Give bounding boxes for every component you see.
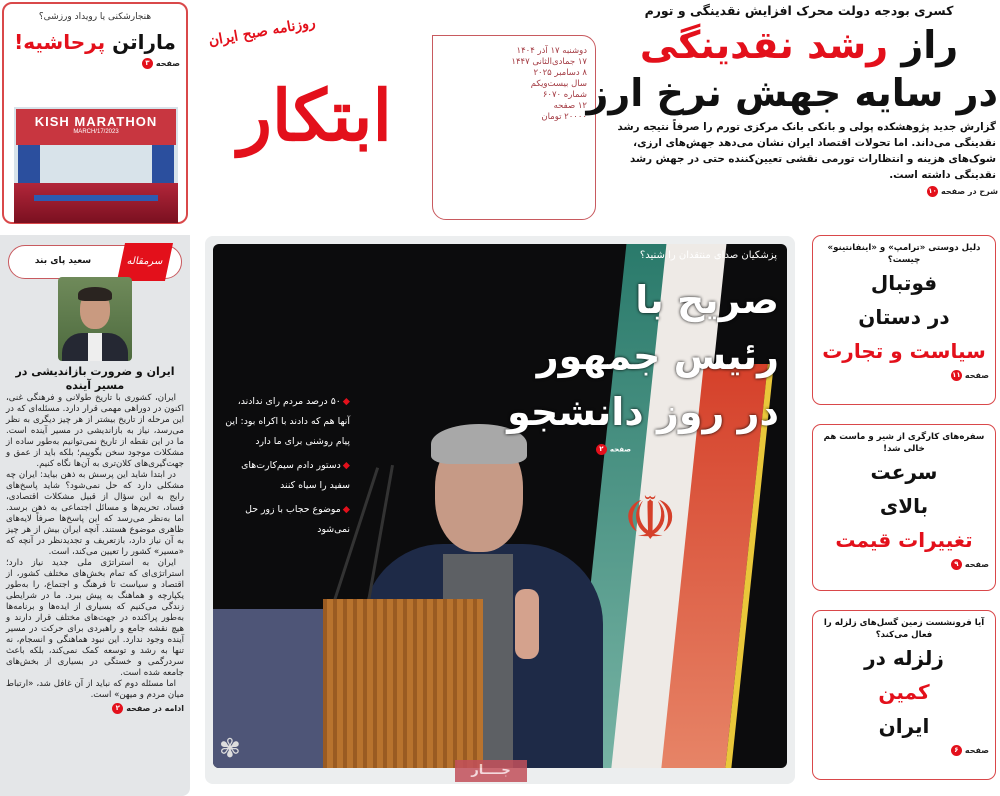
runners [14, 183, 178, 223]
marathon-photo [14, 107, 178, 223]
headline-red: کمین [878, 680, 930, 704]
headline-black: راز [901, 23, 959, 67]
issue-number: شماره ۶۰۷۰ [542, 90, 587, 100]
kicker: دلیل دوستی «ترامپ» و «اینفانتینو» چیست؟ [827, 243, 981, 265]
headline [586, 21, 998, 117]
kicker: آیا فرونشست زمین گسل‌های زلزله را فعال می‌کند؟ [823, 618, 985, 640]
paragraph: اما مسئله دوم که نباید از آن غافل شد، «ارتباط میان مردم و میهن» است. [6, 679, 184, 700]
headline-red: تغییرات قیمت [835, 528, 973, 552]
page-ref [819, 745, 989, 756]
title-red: پرحاشیه! [14, 30, 106, 54]
kicker: پزشکیان صدای منتقدان را شنید؟ [639, 250, 777, 261]
page-badge: ۱۰ [928, 187, 937, 195]
page-label: صفحه [964, 371, 989, 380]
kicker: کسری بودجه دولت محرک افزایش نقدینگی و تورم [644, 3, 954, 18]
page-ref [10, 58, 180, 69]
podium [213, 599, 543, 768]
page-badge: ۶ [951, 745, 962, 756]
main-story[interactable] [205, 236, 795, 784]
page-badge: ۹ [951, 559, 962, 570]
price: ۲۰۰۰۰ تومان [541, 112, 587, 122]
headline-line: زلزله در [864, 646, 944, 670]
page-ref [819, 559, 989, 570]
headline-line: ایران [878, 714, 930, 738]
headline-line: در دستان [858, 305, 950, 329]
banner [34, 195, 158, 201]
editorial-header [8, 245, 182, 279]
page-count: ۱۲ صفحه [553, 101, 587, 111]
page-ref [596, 444, 631, 455]
title-black: ماراتن [112, 30, 176, 54]
editorial-title: ایران و ضرورت بازاندیشی در مسیر آینده [15, 365, 175, 392]
page-badge: ۲ [112, 703, 123, 714]
author-name: سعید پای بند [34, 256, 92, 266]
page-label: شرح در صفحه [941, 187, 998, 196]
tagline: روزنامه صبح ایران [207, 14, 317, 50]
kicker: سفره‌های کارگری از شیر و ماست هم خالی شد! [823, 432, 985, 454]
continue-ref[interactable] [6, 703, 184, 714]
watermark-logo: جــــار [455, 760, 527, 782]
teaser-title [10, 28, 180, 56]
date-gregorian: ۸ دسامبر ۲۰۲۵ [533, 68, 587, 78]
side-story-prices[interactable] [812, 424, 996, 591]
lead-story[interactable] [586, 0, 998, 232]
headline-line: صریح با [635, 278, 779, 322]
headline-red: سیاست و تجارت [822, 339, 986, 363]
page-badge: ۲ [596, 444, 607, 455]
paragraph: ایران به استراتژی ملی جدید نیاز دارد؛ استراتژی‌ای که تمام بخش‌های مختلف کشور، از اقتصاد و سیاست تا فرهنگ و اجتماع، را به‌طور یکپارچه و هماهنگ به پیش ببرد. ما در شرایطی زندگی می‌کنیم که بسیاری از ایده‌ها و برنامه‌ها به‌طور پراکنده در جهت‌های مختلف قرار دارند و هیچ نقشه جامع و راهبردی برای حرکت در مسیر آینده وجود ندارد. این نبود هماهنگی و انسجام، نه تنها به رشد و توسعه کمک نمی‌کند، بلکه باعث سردرگمی و خستگی در بسیاری از بخش‌های جامعه شده است. [6, 558, 184, 678]
headline-line: بالای [879, 494, 929, 518]
side-story-earthquake[interactable] [812, 610, 996, 780]
hair [78, 287, 112, 301]
newspaper-logo [200, 0, 430, 230]
bullet: ◆ دستور دادم سیم‌کارت‌های سفید را سیاه کنند [225, 456, 350, 496]
arch-text: KISH MARATHON [34, 114, 158, 129]
lead-body: گزارش جدید پژوهشکده پولی و بانکی بانک مرکزی تورم را صرفاً نتیجه رشد نقدینگی می‌داند. اما تحولات اقتصاد ایران نشان می‌دهد جهش‌های ارزی، شوک‌های هزینه و انتظارات تورمی نقشی تعیین‌کننده حتی در جهش رشد نقدینگی داشته است. [617, 121, 996, 181]
date-persian: دوشنبه ۱۷ آذر ۱۴۰۴ [516, 46, 587, 56]
editorial-body [6, 393, 184, 701]
bullet: ◆ ۵۰ درصد مردم رای ندادند، آنها هم که دادند با اکراه بود: این پیام روشنی برای ما دارد [225, 392, 350, 452]
marathon-teaser[interactable] [2, 2, 188, 224]
page-label: صفحه [155, 59, 180, 68]
author-photo [58, 277, 132, 361]
page-ref [600, 185, 998, 198]
university-logo: ✾ [219, 734, 241, 764]
headline-line: سرعت [870, 460, 938, 484]
headline-line: فوتبال [870, 271, 938, 295]
page-badge: ۳ [142, 58, 153, 69]
volume-year: سال بیست‌و‌یکم [530, 79, 587, 89]
editorial-column[interactable] [0, 235, 190, 796]
page-label: صفحه [964, 746, 989, 755]
page-label: صفحه [964, 560, 989, 569]
headline-line2: در سایه جهش نرخ ارز [586, 71, 998, 115]
bullet: ◆ موضوع حجاب با زور حل نمی‌شود [225, 500, 350, 540]
date-hijri: ۱۷ جمادی‌الثانی ۱۴۴۷ [511, 57, 587, 67]
page-ref [819, 370, 989, 381]
issue-info [432, 35, 596, 220]
flag-emblem: ☫ [623, 484, 677, 554]
editorial-tag: سرمقاله [117, 243, 173, 281]
headline-line: در روز دانشجو [507, 390, 779, 434]
marathon-arch [16, 109, 176, 145]
paragraph: در ابتدا شاید این پرسش به ذهن بیاید: ایران چه مشکلی دارد که حل نمی‌شود؟ شاید پاسخ‌های رایج به این سؤال از قبیل مشکلات اقتصادی، فساد، تحریم‌ها و مسائل اجتماعی به ذهن برسد. اما به‌نظر می‌رسد که این پاسخ‌ها صرفاً لایه‌های ظاهری موضوع هستند. آنچه ایران بیش از هر چیز به آن نیاز دارد، بازتعریف و تجدیدنظر در آنچه که «مسیر» کشور را تعیین می‌کند، است. [6, 470, 184, 557]
headline-line: رئیس جمهور [536, 334, 779, 378]
main-headline [507, 272, 779, 440]
page-badge: ۱۱ [952, 371, 961, 379]
paragraph: ایران، کشوری با تاریخ طولانی و فرهنگی غنی، اکنون در دوراهی مهمی قرار دارد. مسئله‌ای که در این مرحله از تاریخ بیشتر از هر چیز دیگری به نظر می‌رسد، نیاز به بازاندیشی در مسیر آینده است. ما در این نقطه از تاریخ نمی‌توانیم به‌طور ساده از مشکلات موجود سخن بگوییم؛ بلکه باید از عمق و جهت‌گیری‌های کلان‌تری به آن‌ها نگاه کنیم. [6, 393, 184, 469]
logo-text: ابتکار [238, 74, 392, 157]
arch-date: MARCH/17/2023 [73, 129, 119, 135]
president-photo [213, 244, 787, 768]
kicker: هنجارشکنی یا رویداد ورزشی؟ [38, 12, 152, 22]
page-label: صفحه [609, 445, 631, 454]
quote-bullets [225, 392, 350, 544]
headline-red: رشد نقدینگی [639, 23, 889, 67]
continue-label: ادامه در صفحه [126, 704, 184, 713]
side-story-football[interactable] [812, 235, 996, 405]
shirt [88, 333, 102, 361]
